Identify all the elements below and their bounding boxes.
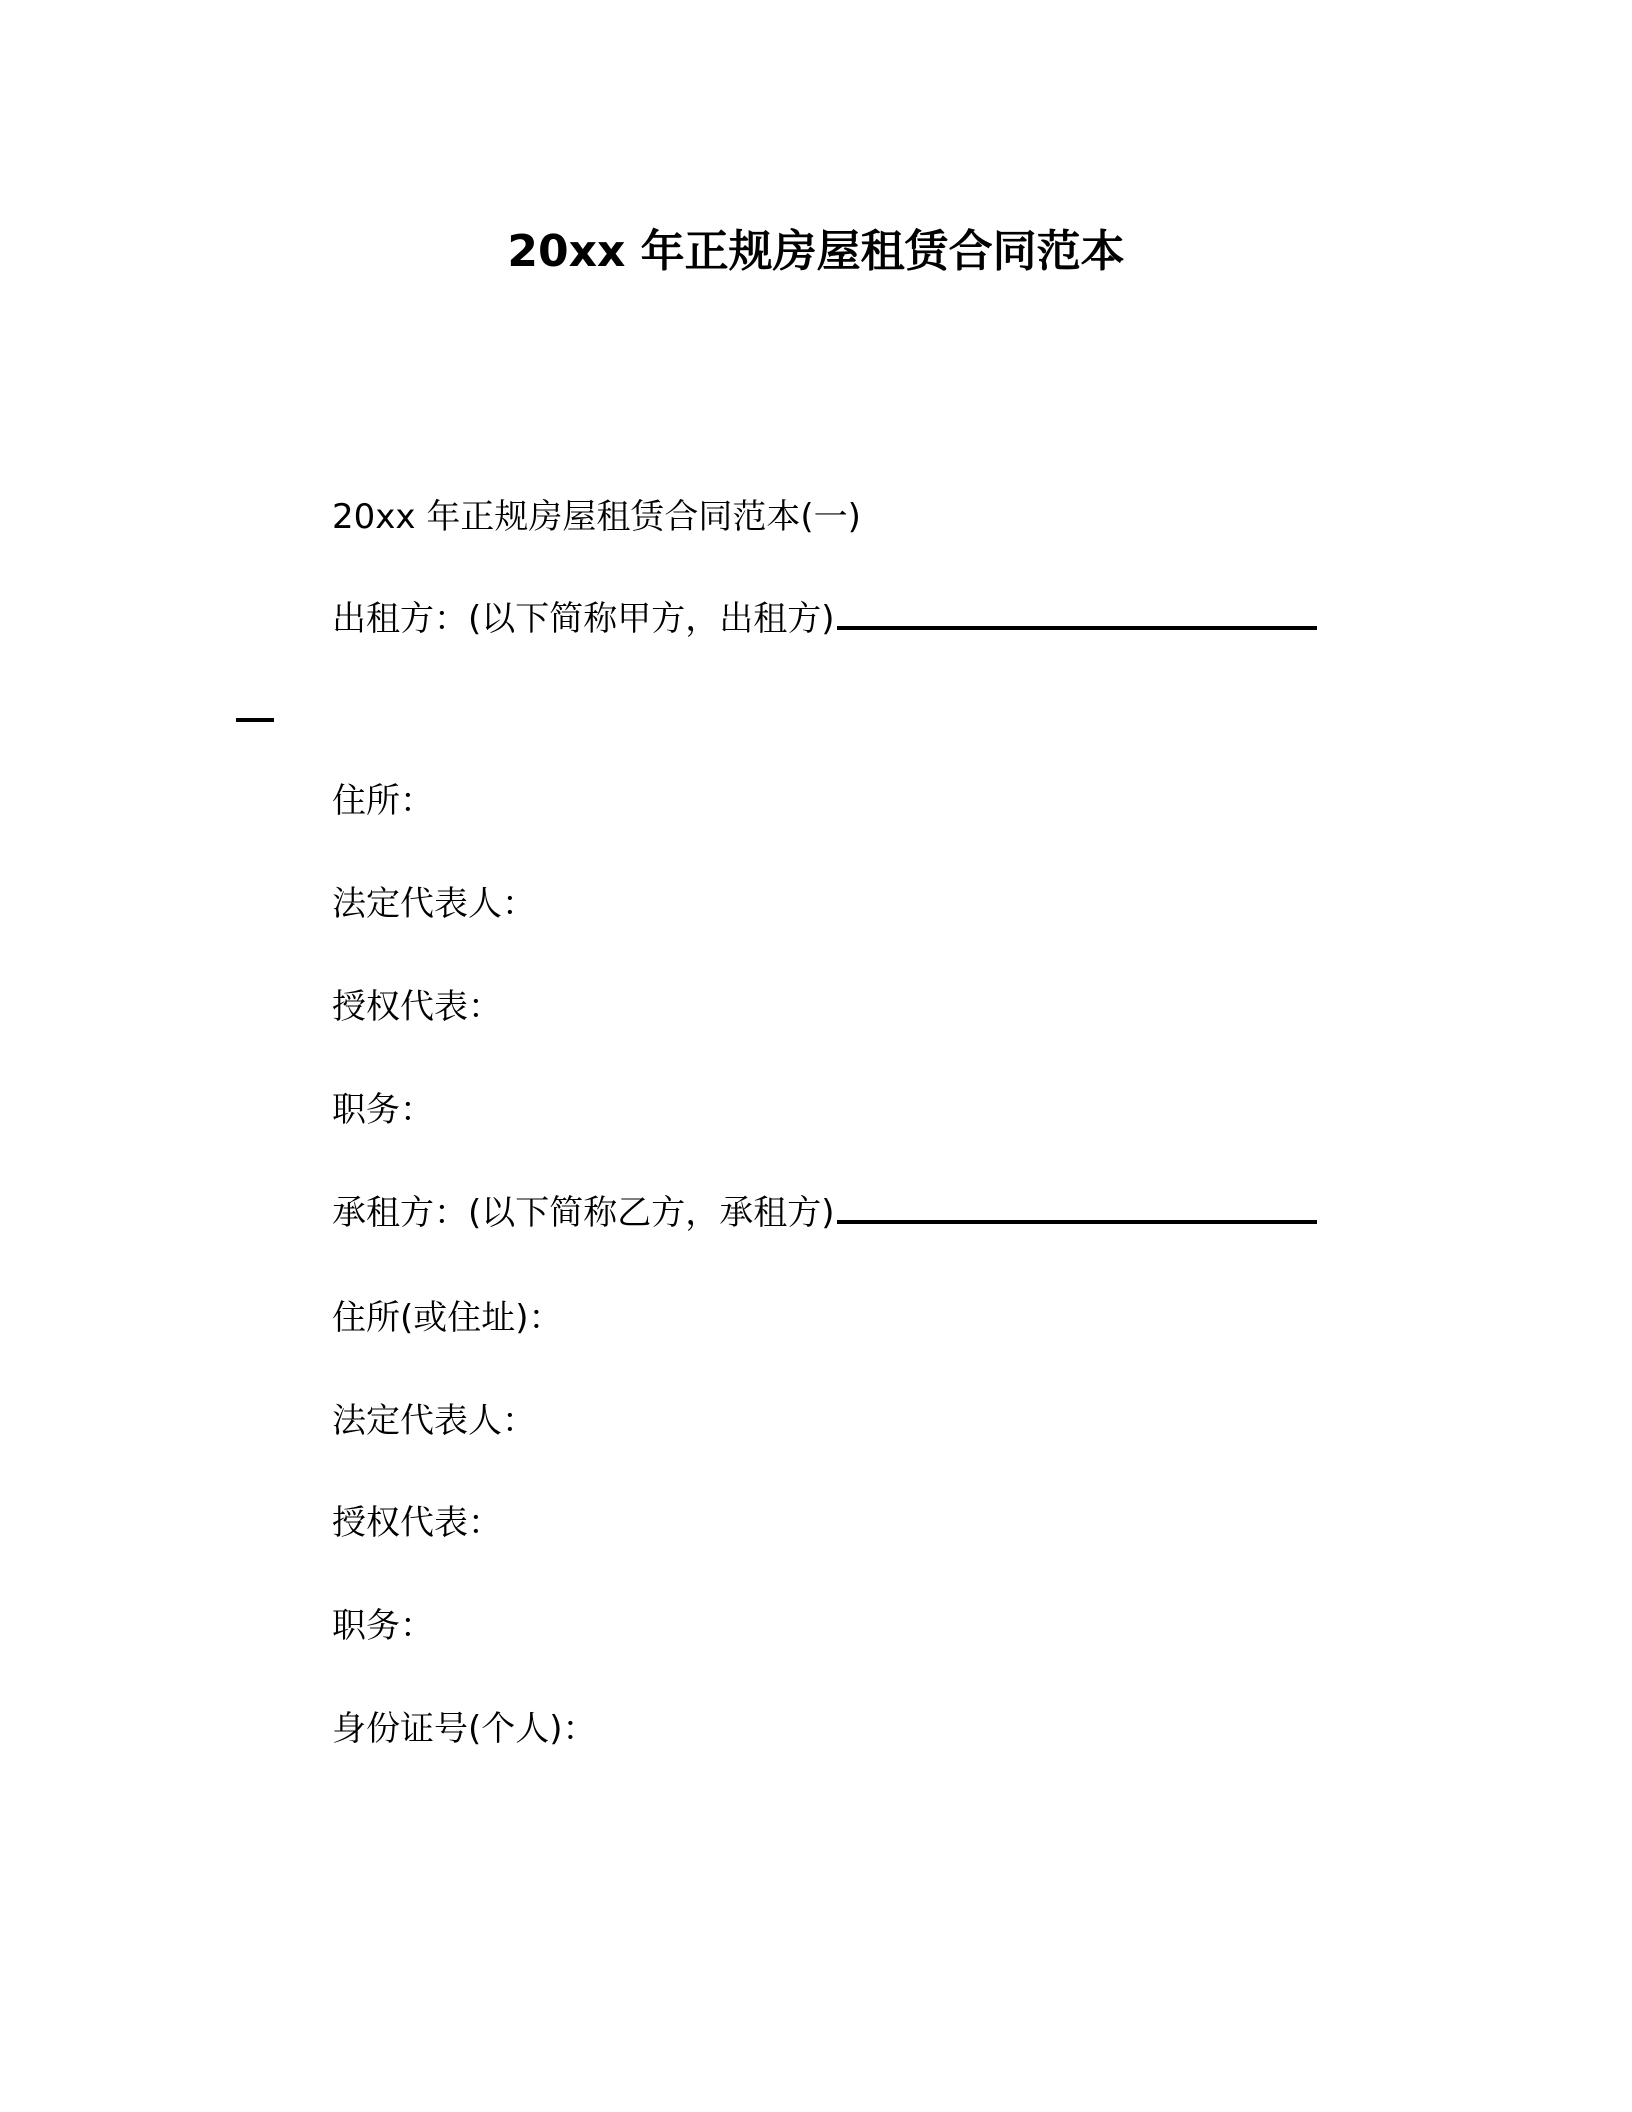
lessor-authorized-rep: 授权代表：	[332, 987, 502, 1027]
lessee-label: 承租方：(以下简称乙方，承租方)	[332, 1193, 835, 1233]
lessor-line	[332, 596, 1317, 642]
document-title: 20xx 年正规房屋租赁合同范本	[507, 226, 1125, 277]
lessor-position: 职务：	[332, 1090, 434, 1130]
lessee-id-number: 身份证号(个人)：	[332, 1709, 597, 1749]
lessor-label: 出租方：(以下简称甲方，出租方)	[332, 599, 835, 639]
lessee-blank-underline	[837, 1220, 1317, 1224]
lessor-residence: 住所：	[332, 781, 434, 821]
lessee-authorized-rep: 授权代表：	[332, 1503, 502, 1543]
lessor-blank-underline	[837, 626, 1317, 630]
lessee-residence: 住所(或住址)：	[332, 1298, 563, 1338]
lessee-line	[332, 1190, 1317, 1236]
lessor-legal-rep: 法定代表人：	[332, 884, 536, 924]
wrapped-underline-dash	[236, 718, 274, 722]
lessee-legal-rep: 法定代表人：	[332, 1401, 536, 1441]
contract-subtitle: 20xx 年正规房屋租赁合同范本(一)	[332, 497, 861, 537]
lessee-position: 职务：	[332, 1606, 434, 1646]
